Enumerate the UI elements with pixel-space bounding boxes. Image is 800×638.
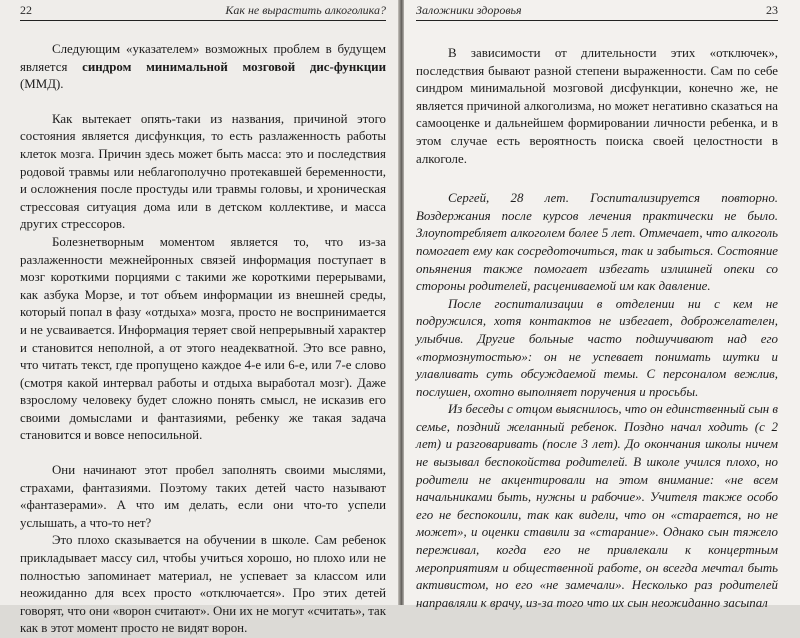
left-paragraph-2: Как вытекает опять-таки из названия, причиной этого состояния является дисфункция, то есть разлаженность работы клеток мозга. Причин здесь может быть масса: это и последствия родовой травмы или неблагополучно протекавшей беременности, и осложнения после простуды или травмы головы, и хроническая стрессовая ситуация дома или в детском коллективе, и масса других стрессоров.: [20, 111, 386, 232]
left-paragraph-3: Болезнетворным моментом является то, что из-за разлаженности межнейронных связей информация поступает в мозг короткими порциями с такими же короткими перерывами, как азбука Морзе, и тот объем информации из внешней среды, который попал в фазу «отдыха» мозга, просто не воспринимается и не усваивается. Информация теряет свой непрерывный характер и становится неполной, а от этого неадекватной. Это все равно, что читать текст, где пропущено каждое 4-е или 6-е, или 7-е слово (смотря какой интервал работы и отдыха выработал мозг). Даже взрослому человеку будет сложно понять смысл, не исказив его своими домыслами и фантазиями, ребенку же такая задача становится и вовсе непосильной.: [20, 234, 386, 443]
left-paragraph-1-tail: (ММД).: [20, 77, 64, 92]
left-paragraph-4: Они начинают этот пробел заполнять своими мыслями, страхами, фантазиями. Поэтому таких детей часто называют «фантазерами». А что им делать, если они что-то успели услышать, а что-то нет?: [20, 463, 386, 530]
right-page-number: 23: [766, 3, 778, 17]
case-paragraph-2: После госпитализации в отделении ни с кем не подружился, хотя контактов не избегает, доброжелателен, улыбчив. Другие больные часто подшучивают над его «тормознутостью»: он не успевает понимать шутки и улавливать суть обсуждаемой темы. С персоналом вежлив, послушен, охотно выполняет поручения и просьбы.: [416, 296, 778, 399]
left-page-number: 22: [20, 3, 32, 17]
right-page: [404, 0, 800, 610]
left-paragraph-1: [20, 41, 386, 94]
right-page-header: [416, 4, 778, 21]
right-running-head: Заложники здоровья: [416, 3, 522, 17]
left-paragraph-1-text: Следующим «указателем» возможных проблем в будущем является: [20, 42, 386, 74]
case-paragraph-1: Сергей, 28 лет. Госпитализируется повторно. Воздержания после курсов лечения практически не было. Злоупотребляет алкоголем более 5 лет. Отмечает, что алкоголь помогает ему как сосредоточиться, так и забыться. Состояние опьянения также помогает избегать излишней опеки со стороны родителей, расцениваемой им как давление.: [416, 191, 778, 294]
left-paragraph-5: Это плохо сказывается на обучении в школе. Сам ребенок прикладывает массу сил, чтобы учиться хорошо, но плохо или не полностью запоминает материал, не успевает за классом или неожиданно для всех просто «отключается». Про этих детей говорят, что они «ворон считают». Они их не могут «считать», так как в этот момент просто не видят ворон.: [20, 533, 386, 636]
case-paragraph-3: Из беседы с отцом выяснилось, что он единственный сын в семье, поздний желанный ребенок. Поздно начал ходить (с 2 лет) и разговаривать (после 3 лет). До окончания школы ничем не вызывал беспокойства родителей. В школе учился плохо, но родители не акцентировали на этом внимание: «не всем начальниками быть, нужны и рабочие». Учителя также особо его не беспокоили, так как видели, что он «старается, но не может», и оценки ставили за «старание». Однако сын тяжело переживал, когда его не привлекали к концертным мероприятиям и общественной работе, он всегда мечтал быть активистом, но его «не замечали». Несколько раз родителей направляли к врачу, из-за того что их сын неожиданно засыпал: [416, 402, 779, 610]
left-page-header: [20, 4, 386, 21]
left-page: [0, 0, 398, 636]
left-paragraph-1-bold-term: синдром минимальной мозговой дис-функции: [82, 59, 386, 74]
left-running-head: Как не вырастить алкоголика?: [225, 3, 386, 17]
right-intro-paragraph: В зависимости от длительности этих «отключек», последствия бывают разной степени выраженности. Сам по себе синдром минимальной мозговой дисфункции, конечно же, не является причиной алкоголизма, но может негативно сказаться на самооценке и дальнейшем формировании личности ребенка, и в этом случае есть вероятность поиска своей целостности в алкоголе.: [416, 46, 778, 166]
